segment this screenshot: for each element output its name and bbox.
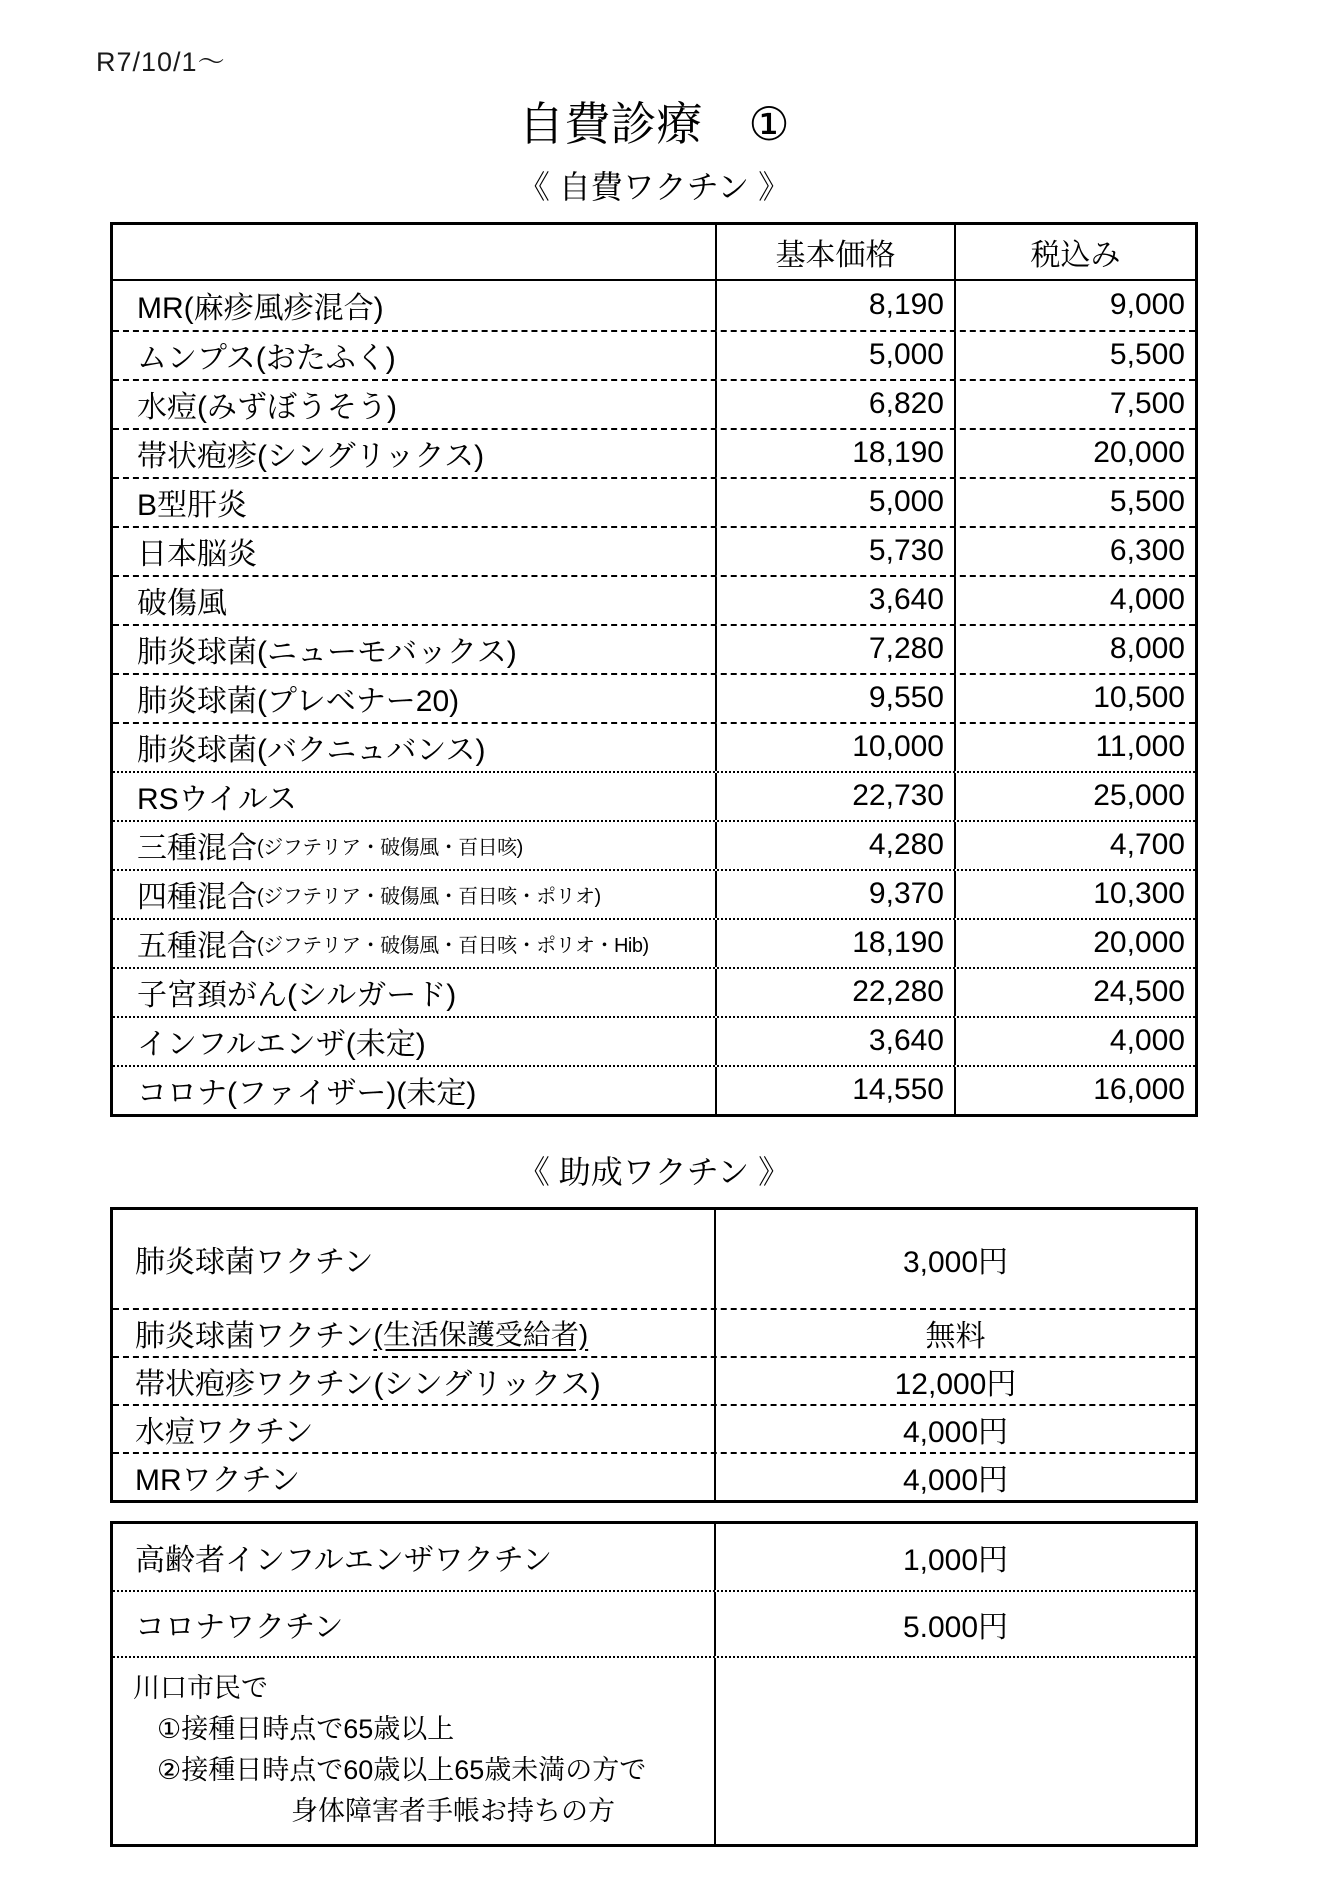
table-row xyxy=(113,428,1195,477)
vaccine-name-cell xyxy=(113,626,717,673)
section-title-self-pay-vaccines: 《 自費ワクチン 》 xyxy=(517,168,791,205)
base-price-cell: 5,000 xyxy=(717,479,956,526)
price-cell: 12,000円 xyxy=(894,1367,1017,1401)
tax-price-cell: 5,500 xyxy=(1109,338,1185,371)
tax-price-cell: 5,500 xyxy=(1109,485,1185,518)
tax-price-cell: 25,000 xyxy=(1093,779,1185,812)
vaccine-name: 帯状疱疹(シングリックス) xyxy=(137,440,485,473)
vaccine-name-cell xyxy=(113,430,717,477)
vaccine-name-header-cell xyxy=(113,225,717,279)
tax-price-cell: 11,000 xyxy=(1095,730,1185,763)
table-row xyxy=(113,575,1195,624)
table-row xyxy=(113,1524,1195,1590)
vaccine-name-cell: 高齢者インフルエンザワクチン xyxy=(113,1524,716,1590)
vaccine-name: 日本脳炎 xyxy=(137,538,257,571)
base-price-cell: 7,280 xyxy=(717,626,956,673)
senior-vaccine-table xyxy=(110,1521,1198,1847)
vaccine-name: 肺炎球菌ワクチン xyxy=(135,1319,374,1353)
vaccine-name: 水痘ワクチン xyxy=(135,1415,314,1449)
vaccine-name: ムンプス(おたふく) xyxy=(137,342,396,375)
vaccine-name: MRワクチン xyxy=(135,1463,301,1497)
base-price-cell: 4,280 xyxy=(717,822,956,869)
table-row xyxy=(113,967,1195,1016)
base-price-cell: 3,640 xyxy=(717,577,956,624)
table-row xyxy=(113,281,1195,330)
section-title-subsidized-vaccines: 《 助成ワクチン 》 xyxy=(517,1153,791,1190)
base-price-cell: 22,280 xyxy=(717,969,956,1016)
table-row xyxy=(113,722,1195,771)
table-row xyxy=(113,1356,1195,1404)
vaccine-name-cell xyxy=(113,577,717,624)
vaccine-name-cell xyxy=(113,381,717,428)
base-price-cell: 18,190 xyxy=(717,430,956,477)
vaccine-name-cell: コロナワクチン xyxy=(113,1592,716,1656)
price-cell: 無料 xyxy=(925,1319,986,1353)
vaccine-name-detail: (ジフテリア・破傷風・百日咳・ポリオ・Hib) xyxy=(257,934,649,957)
base-price-cell: 5,000 xyxy=(717,332,956,379)
table-row xyxy=(113,1308,1195,1356)
tax-price-cell: 8,000 xyxy=(1109,632,1185,665)
vaccine-name-cell xyxy=(113,1018,717,1065)
vaccine-name: 三種混合 xyxy=(137,832,257,865)
vaccine-name-cell xyxy=(113,332,717,379)
base-price-cell: 9,370 xyxy=(717,871,956,918)
vaccine-name: コロナ(ファイザー)(未定) xyxy=(137,1077,477,1110)
vaccine-name: 子宮頚がん(シルガード) xyxy=(137,979,457,1012)
table-header-row xyxy=(113,225,1195,281)
vaccine-name-cell xyxy=(113,1406,716,1452)
table-row xyxy=(113,1452,1195,1500)
table-row xyxy=(113,771,1195,820)
base-price-cell: 5,730 xyxy=(717,528,956,575)
vaccine-name: 肺炎球菌(バクニュバンス) xyxy=(137,734,486,767)
tax-price-cell: 6,300 xyxy=(1109,534,1185,567)
vaccine-name-cell xyxy=(113,724,717,771)
vaccine-name-detail: (ジフテリア・破傷風・百日咳) xyxy=(257,836,523,859)
vaccine-name-cell xyxy=(113,479,717,526)
vaccine-name-cell xyxy=(113,1358,716,1404)
vaccine-name-cell xyxy=(113,773,717,820)
vaccine-name: 破傷風 xyxy=(137,587,227,620)
table-row xyxy=(113,1210,1195,1308)
vaccine-name: 四種混合 xyxy=(137,881,257,914)
vaccine-name-cell xyxy=(113,528,717,575)
note-line: ①接種日時点で65歳以上 xyxy=(157,1713,455,1744)
table-row xyxy=(113,1065,1195,1114)
tax-price-cell: 10,300 xyxy=(1093,877,1185,910)
base-price-cell: 22,730 xyxy=(717,773,956,820)
table-row xyxy=(113,1590,1195,1656)
price-cell: 4,000円 xyxy=(902,1415,1009,1449)
table-row xyxy=(113,330,1195,379)
base-price-cell: 8,190 xyxy=(717,281,956,330)
vaccine-name-cell xyxy=(113,822,717,869)
base-price-cell: 14,550 xyxy=(717,1067,956,1114)
note-line: ②接種日時点で60歳以上65歳未満の方で xyxy=(157,1754,647,1785)
table-row xyxy=(113,624,1195,673)
vaccine-name-cell xyxy=(113,1067,717,1114)
base-price-cell: 6,820 xyxy=(717,381,956,428)
price-cell: 1,000円 xyxy=(902,1543,1009,1577)
date-note: R7/10/1～ xyxy=(96,47,226,77)
table-row xyxy=(113,379,1195,428)
tax-price-cell: 4,000 xyxy=(1109,583,1185,616)
table-row xyxy=(113,1016,1195,1065)
vaccine-name-underlined: (生活保護受給者) xyxy=(373,1318,589,1350)
vaccine-name: 五種混合 xyxy=(137,930,257,963)
note-line: 身体障害者手帳お持ちの方 xyxy=(291,1795,615,1826)
vaccine-name-cell xyxy=(113,1454,716,1500)
base-price-cell: 18,190 xyxy=(717,920,956,967)
table-row xyxy=(113,477,1195,526)
vaccine-name-detail: (ジフテリア・破傷風・百日咳・ポリオ) xyxy=(257,885,601,908)
base-price-cell: 10,000 xyxy=(717,724,956,771)
vaccine-name-cell xyxy=(113,1310,716,1356)
table-row xyxy=(113,526,1195,575)
note-line: 川口市民で xyxy=(133,1672,268,1703)
price-cell: 5.000円 xyxy=(902,1610,1009,1644)
vaccine-name: 肺炎球菌(プレベナー20) xyxy=(137,685,460,718)
tax-price-cell: 20,000 xyxy=(1093,926,1185,959)
subsidized-vaccine-table xyxy=(110,1207,1198,1503)
table-row xyxy=(113,918,1195,967)
vaccine-name-cell xyxy=(113,871,717,918)
vaccine-name-cell xyxy=(113,281,717,330)
vaccine-name: MR(麻疹風疹混合) xyxy=(137,292,384,325)
column-header-tax-included: 税込み xyxy=(1030,238,1121,272)
vaccine-name-cell xyxy=(113,969,717,1016)
page-title: 自費診療 ① xyxy=(518,98,790,150)
tax-price-cell: 7,500 xyxy=(1109,387,1185,420)
eligibility-note-row xyxy=(113,1656,1195,1844)
vaccine-name: B型肝炎 xyxy=(137,489,248,522)
empty-price-cell xyxy=(716,1658,1195,1844)
table-row xyxy=(113,820,1195,869)
table-row xyxy=(113,869,1195,918)
tax-price-cell: 16,000 xyxy=(1093,1073,1185,1106)
price-cell: 4,000円 xyxy=(902,1463,1009,1497)
self-pay-vaccine-table xyxy=(110,222,1198,1117)
table-row xyxy=(113,1404,1195,1452)
vaccine-name: 水痘(みずぼうそう) xyxy=(137,391,397,424)
base-price-cell: 3,640 xyxy=(717,1018,956,1065)
tax-price-cell: 20,000 xyxy=(1093,436,1185,469)
vaccine-name: 肺炎球菌(ニューモバックス) xyxy=(137,636,517,669)
tax-price-cell: 9,000 xyxy=(1109,288,1185,321)
eligibility-note-cell xyxy=(113,1658,716,1844)
vaccine-name-cell xyxy=(113,920,717,967)
vaccine-name: RSウイルス xyxy=(137,783,297,816)
tax-price-cell: 4,000 xyxy=(1109,1024,1185,1057)
tax-price-cell: 24,500 xyxy=(1093,975,1185,1008)
column-header-base-price: 基本価格 xyxy=(717,225,956,279)
price-cell: 3,000円 xyxy=(902,1245,1009,1279)
base-price-cell: 9,550 xyxy=(717,675,956,722)
vaccine-name: インフルエンザ(未定) xyxy=(137,1028,426,1061)
tax-price-cell: 4,700 xyxy=(1109,828,1185,861)
vaccine-name-cell xyxy=(113,675,717,722)
table-row xyxy=(113,673,1195,722)
vaccine-name: 肺炎球菌ワクチン xyxy=(135,1245,374,1279)
vaccine-name: 帯状疱疹ワクチン(シングリックス) xyxy=(135,1367,601,1401)
vaccine-name-cell xyxy=(113,1210,716,1308)
tax-price-cell: 10,500 xyxy=(1093,681,1185,714)
